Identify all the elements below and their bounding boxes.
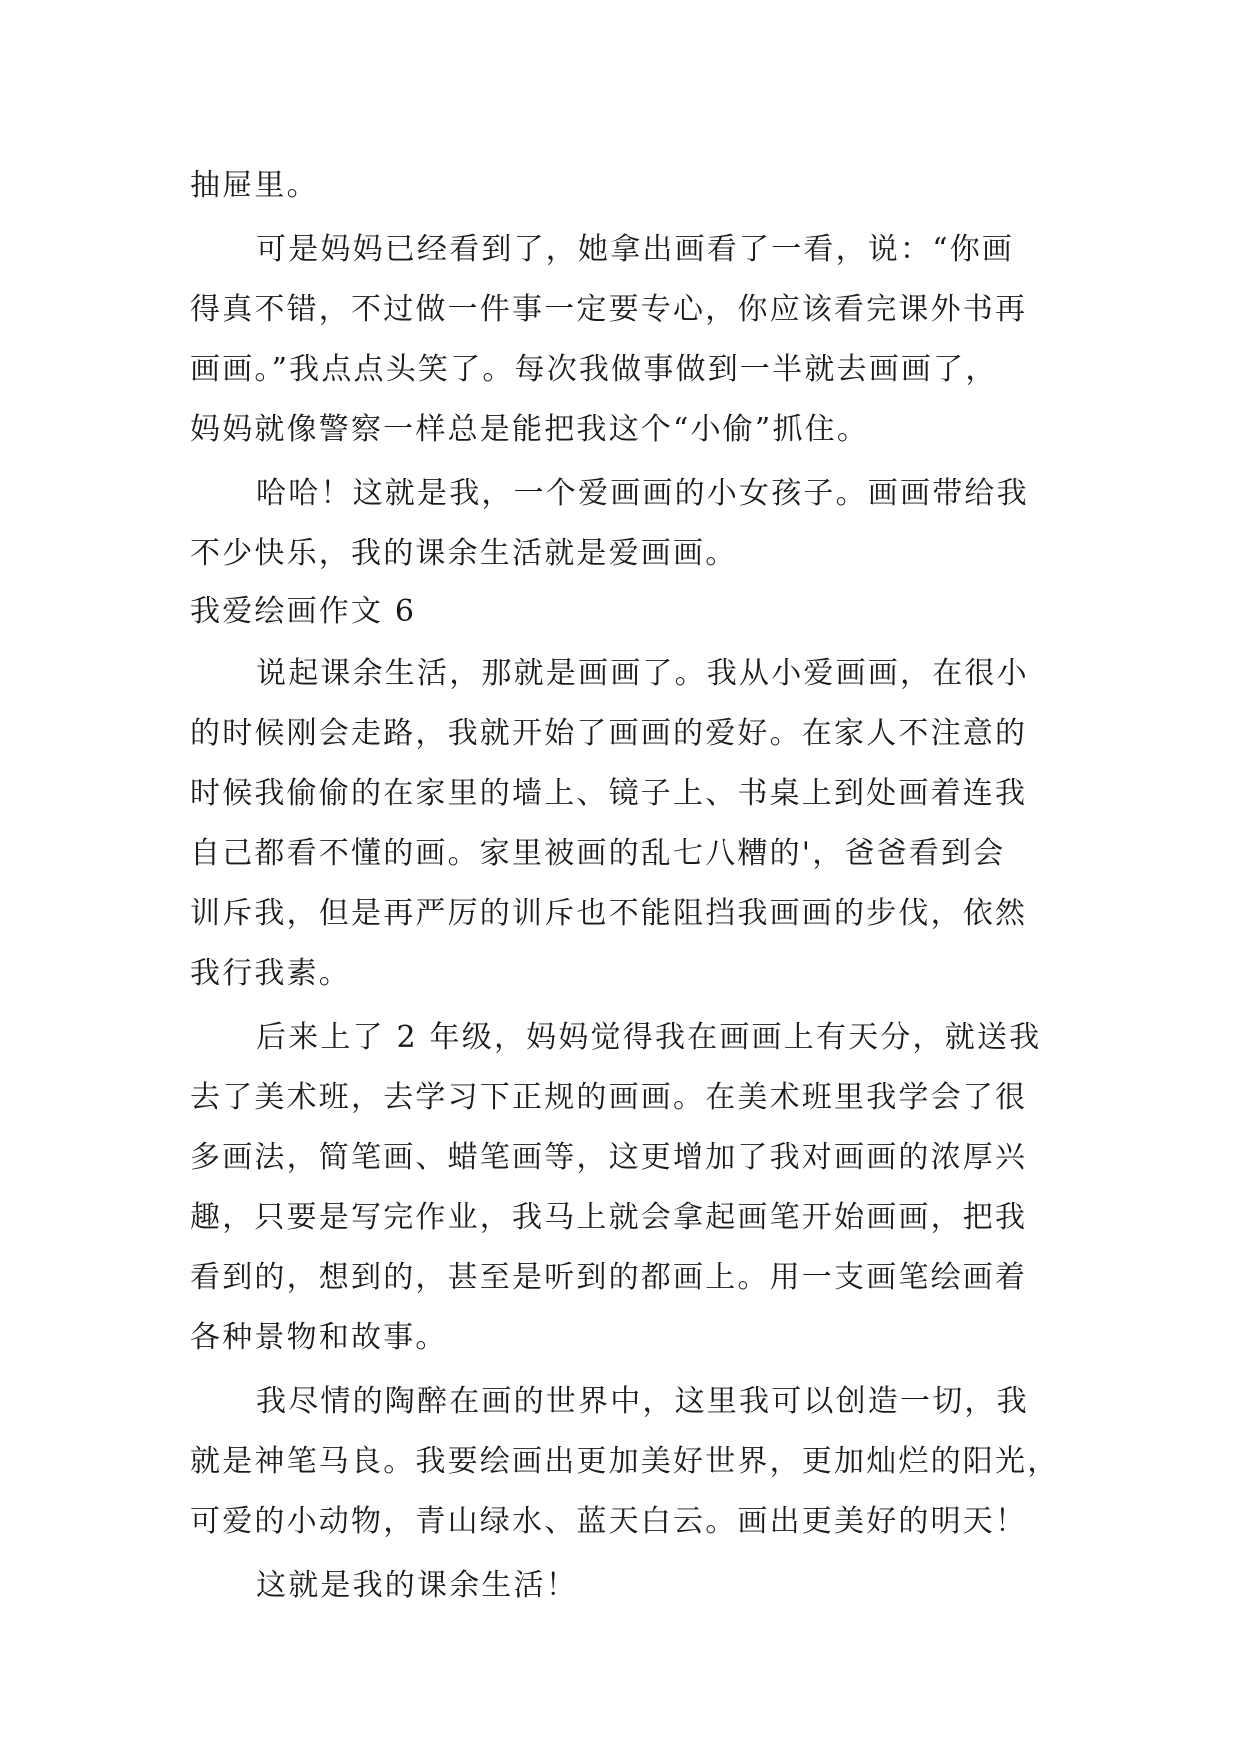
section-heading: 我爱绘画作文 6 bbox=[190, 594, 417, 629]
text-line: 训斥我，但是再严厉的训斥也不能阻挡我画画的步伐，依然 bbox=[190, 896, 1028, 931]
text-line: 就是神笔马良。我要绘画出更加美好世界，更加灿烂的阳光， bbox=[190, 1444, 1060, 1479]
text-line: 自己都看不懂的画。家里被画的乱七八糟的'，爸爸看到会 bbox=[190, 836, 1006, 871]
paragraph bbox=[190, 464, 1060, 584]
paragraph bbox=[190, 220, 1060, 460]
text-line: 哈哈！这就是我，一个爱画画的小女孩子。画画带给我 bbox=[256, 476, 1029, 511]
paragraph bbox=[190, 1008, 1060, 1368]
text-line: 可爱的小动物，青山绿水、蓝天白云。画出更美好的明天！ bbox=[190, 1504, 1028, 1539]
text-line: 去了美术班，去学习下正规的画画。在美术班里我学会了很 bbox=[190, 1080, 1028, 1115]
text-line: 趣，只要是写完作业，我马上就会拿起画笔开始画画，把我 bbox=[190, 1200, 1028, 1235]
text-line: 看到的，想到的，甚至是听到的都画上。用一支画笔绘画着 bbox=[190, 1260, 1028, 1295]
text-line: 多画法，简笔画、蜡笔画等，这更增加了我对画画的浓厚兴 bbox=[190, 1140, 1028, 1175]
text-line: 可是妈妈已经看到了，她拿出画看了一看，说：“你画 bbox=[256, 232, 1015, 267]
text-line: 的时候刚会走路，我就开始了画画的爱好。在家人不注意的 bbox=[190, 716, 1028, 751]
paragraph bbox=[190, 644, 1060, 1004]
text-line: 时候我偷偷的在家里的墙上、镜子上、书桌上到处画着连我 bbox=[190, 776, 1028, 811]
document-page bbox=[190, 156, 1060, 1616]
text-line: 这就是我的课余生活！ bbox=[256, 1568, 578, 1603]
text-line: 各种景物和故事。 bbox=[190, 1320, 448, 1355]
text-line: 我尽情的陶醉在画的世界中，这里我可以创造一切，我 bbox=[256, 1384, 1029, 1419]
text-line: 我行我素。 bbox=[190, 956, 351, 991]
text-line: 画画。”我点点头笑了。每次我做事做到一半就去画画了， bbox=[190, 352, 998, 387]
paragraph bbox=[190, 1556, 1060, 1616]
text-line: 不少快乐，我的课余生活就是爱画画。 bbox=[190, 536, 738, 571]
text-line: 说起课余生活，那就是画画了。我从小爱画画，在很小 bbox=[256, 656, 1029, 691]
text-line: 妈妈就像警察一样总是能把我这个“小偷”抓住。 bbox=[190, 412, 870, 447]
text-line: 抽屉里。 bbox=[190, 168, 319, 203]
paragraph bbox=[190, 1372, 1060, 1552]
text-line: 后来上了 2 年级，妈妈觉得我在画画上有天分，就送我 bbox=[256, 1020, 1042, 1055]
text-line: 得真不错，不过做一件事一定要专心，你应该看完课外书再 bbox=[190, 292, 1028, 327]
